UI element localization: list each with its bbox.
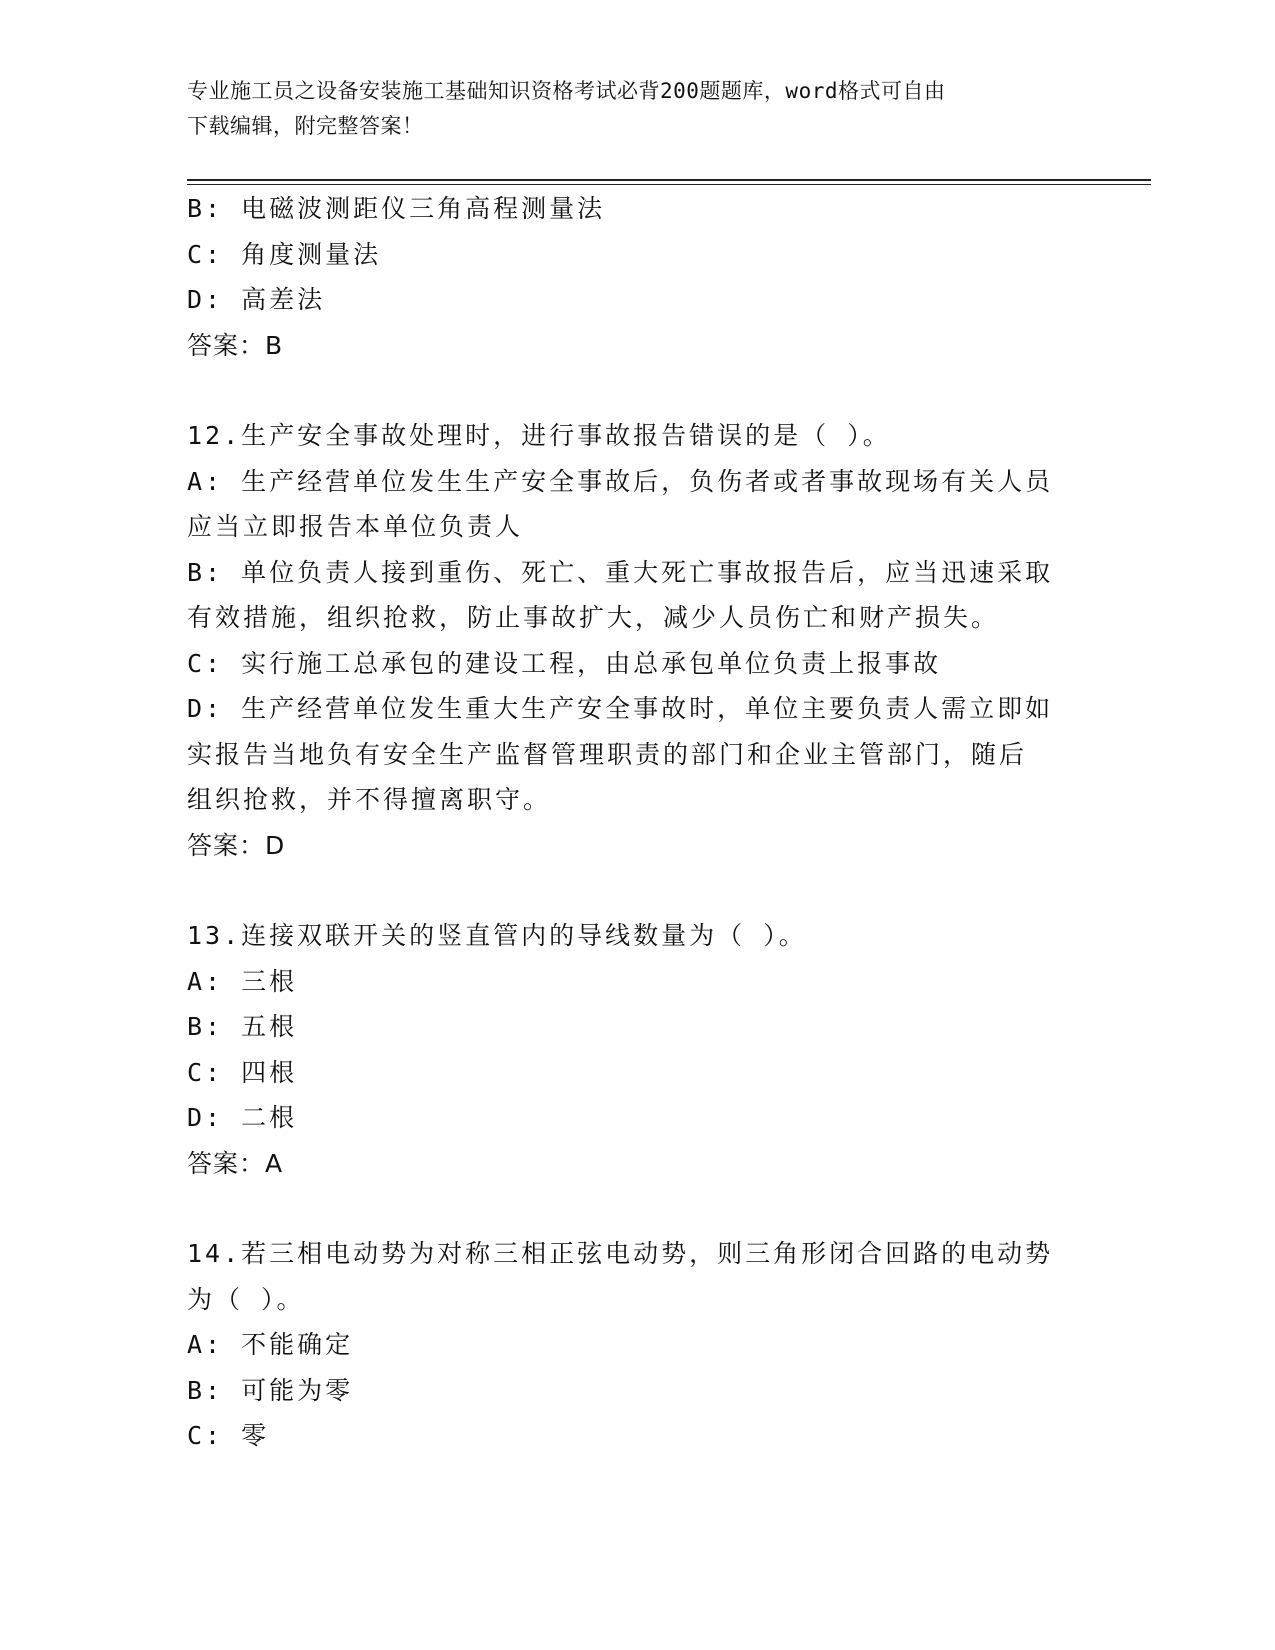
question-stem: 13.连接双联开关的竖直管内的导线数量为（ ）。 xyxy=(187,921,807,950)
question-stem: 14.若三相电动势为对称三相正弦电动势，则三角形闭合回路的电动势 xyxy=(187,1239,1054,1268)
option-line: 有效措施，组织抢救，防止事故扩大，减少人员伤亡和财产损失。 xyxy=(187,603,1000,632)
option-line: D: 生产经营单位发生重大生产安全事故时，单位主要负责人需立即如 xyxy=(187,694,1054,723)
answer-line: 答案：D xyxy=(187,830,286,860)
header-line: 专业施工员之设备安装施工基础知识资格考试必背200题题库，word格式可自由 xyxy=(187,79,946,103)
option-line: B: 单位负责人接到重伤、死亡、重大死亡事故报告后，应当迅速采取 xyxy=(187,557,1054,587)
option-line: C: 角度测量法 xyxy=(187,239,382,269)
question-block xyxy=(187,413,1087,868)
option-line: B: 可能为零 xyxy=(187,1375,354,1405)
question-stem: 12.生产安全事故处理时，进行事故报告错误的是（ ）。 xyxy=(187,421,891,450)
option-line: 组织抢救，并不得擅离职守。 xyxy=(187,785,552,814)
option-line: A: 生产经营单位发生生产安全事故后，负伤者或者事故现场有关人员 xyxy=(187,466,1054,496)
option-line: A: 不能确定 xyxy=(187,1330,354,1359)
option-line: C: 四根 xyxy=(187,1057,298,1087)
option-line: 应当立即报告本单位负责人 xyxy=(187,512,524,541)
page-header xyxy=(187,74,1067,144)
option-line: A: 三根 xyxy=(187,966,298,996)
option-line: B: 五根 xyxy=(187,1012,298,1041)
answer-line: 答案：B xyxy=(187,330,284,360)
option-line: B: 电磁波测距仪三角高程测量法 xyxy=(187,194,606,223)
question-block xyxy=(187,1231,1087,1459)
header-line: 下载编辑，附完整答案！ xyxy=(187,114,424,138)
option-line: C: 实行施工总承包的建设工程，由总承包单位负责上报事故 xyxy=(187,648,942,678)
header-divider-thin xyxy=(187,184,1151,185)
question-block xyxy=(187,913,1087,1186)
option-line: D: 高差法 xyxy=(187,285,326,314)
question-block xyxy=(187,186,1087,368)
question-stem: 为（ ）。 xyxy=(187,1284,305,1314)
option-line: D: 二根 xyxy=(187,1103,298,1132)
answer-line: 答案：A xyxy=(187,1148,284,1178)
header-divider xyxy=(187,179,1151,181)
option-line: C: 零 xyxy=(187,1421,270,1450)
option-line: 实报告当地负有安全生产监督管理职责的部门和企业主管部门，随后 xyxy=(187,739,1028,769)
question-list xyxy=(187,186,1087,1459)
